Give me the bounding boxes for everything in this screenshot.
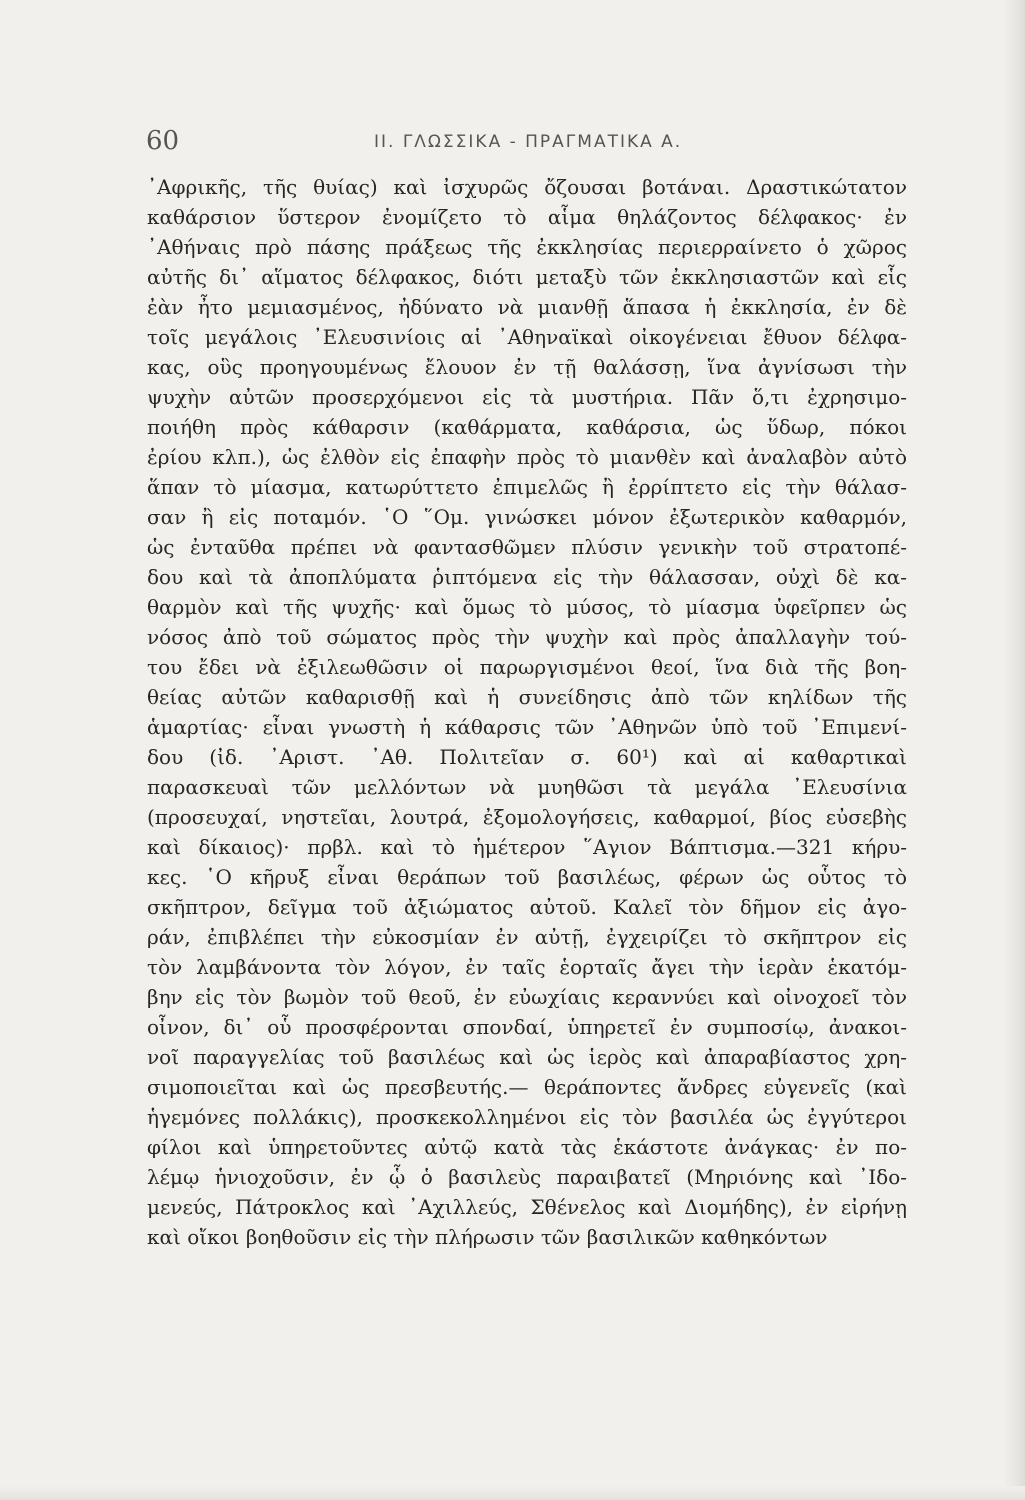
page-bottom-shadow xyxy=(0,1486,1025,1500)
text-line: φίλοι καὶ ὑπηρετοῦντες αὐτῷ κατὰ τὰς ἑκάστοτε ἀνάγκας· ἐν πο- xyxy=(147,1135,907,1159)
running-header xyxy=(146,126,906,156)
text-line: ἡγεμόνες πολλάκις), προσκεκολλημένοι εἰς τὸν βασιλέα ὡς ἐγγύτεροι xyxy=(147,1105,907,1129)
text-line: σκῆπτρον, δεῖγμα τοῦ ἀξιώματος αὐτοῦ. Καλεῖ τὸν δῆμον εἰς ἀγο- xyxy=(147,895,907,919)
text-line: μενεύς, Πάτροκλος καὶ ᾿Αχιλλεύς, Σθένελος καὶ Διομήδης), ἐν εἰρήνῃ xyxy=(147,1195,907,1219)
text-line: δου καὶ τὰ ἀποπλύματα ῥιπτόμενα εἰς τὴν θάλασσαν, οὐχὶ δὲ κα- xyxy=(147,565,907,589)
text-line: κες. ῾Ο κῆρυξ εἶναι θεράπων τοῦ βασιλέως, φέρων ὡς οὗτος τὸ xyxy=(147,865,907,889)
text-line: θαρμὸν καὶ τῆς ψυχῆς· καὶ ὅμως τὸ μύσος, τὸ μίασμα ὑφεῖρπεν ὡς xyxy=(147,595,907,619)
text-line: οἶνον, δι᾿ οὗ προσφέρονται σπονδαί, ὑπηρετεῖ ἐν συμποσίῳ, ἀνακοι- xyxy=(147,1015,907,1039)
text-line: καθάρσιον ὕστερον ἐνομίζετο τὸ αἷμα θηλάζοντος δέλφακος· ἐν xyxy=(147,205,907,229)
text-line: σαν ἢ εἰς ποταμόν. ῾Ο ῞Ομ. γινώσκει μόνον ἐξωτερικὸν καθαρμόν, xyxy=(147,505,907,529)
text-line: καὶ δίκαιος)· πρβλ. καὶ τὸ ἡμέτερον ῞Αγιον Βάπτισμα.—321 κήρυ- xyxy=(147,835,907,859)
text-line: νόσος ἀπὸ τοῦ σώματος πρὸς τὴν ψυχὴν καὶ πρὸς ἀπαλλαγὴν τού- xyxy=(147,625,907,649)
text-line: αὐτῆς δι᾿ αἵματος δέλφακος, διότι μεταξὺ τῶν ἐκκλησιαστῶν καὶ εἷς xyxy=(147,265,907,289)
running-title: II. ΓΛΩΣΣΙΚΑ - ΠΡΑΓΜΑΤΙΚΑ Α. xyxy=(374,132,683,152)
text-line: κας, οὓς προηγουμένως ἔλουον ἐν τῇ θαλάσσῃ, ἵνα ἀγνίσωσι τὴν xyxy=(147,355,907,379)
text-line: παρασκευαὶ τῶν μελλόντων νὰ μυηθῶσι τὰ μεγάλα ᾿Ελευσίνια xyxy=(147,775,907,799)
text-line: δου (ἰδ. ᾿Αριστ. ᾿Αθ. Πολιτεῖαν σ. 60¹) καὶ αἱ καθαρτικαὶ xyxy=(147,745,907,769)
text-line: τοῖς μεγάλοις ᾿Ελευσινίοις αἱ ᾿Αθηναϊκαὶ οἰκογένειαι ἔθυον δέλφα- xyxy=(147,325,907,349)
text-line: ὡς ἐνταῦθα πρέπει νὰ φαντασθῶμεν πλύσιν γενικὴν τοῦ στρατοπέ- xyxy=(147,535,907,559)
text-line: σιμοποιεῖται καὶ ὡς πρεσβευτής.— θεράποντες ἄνδρες εὐγενεῖς (καὶ xyxy=(147,1075,907,1099)
text-line: θείας αὐτῶν καθαρισθῇ καὶ ἡ συνείδησις ἀπὸ τῶν κηλίδων τῆς xyxy=(147,685,907,709)
text-line: του ἔδει νὰ ἐξιλεωθῶσιν οἱ παρωργισμένοι θεοί, ἵνα διὰ τῆς βοη- xyxy=(147,655,907,679)
text-line: ἅπαν τὸ μίασμα, κατωρύττετο ἐπιμελῶς ἢ ἐρρίπτετο εἰς τὴν θάλασ- xyxy=(147,475,907,499)
text-line: ἐρίου κλπ.), ὡς ἐλθὸν εἰς ἐπαφὴν πρὸς τὸ μιανθὲν καὶ ἀναλαβὸν αὐτὸ xyxy=(147,445,907,469)
text-line: λέμῳ ἡνιοχοῦσιν, ἐν ᾧ ὁ βασιλεὺς παραιβατεῖ (Μηριόνης καὶ ᾿Ιδο- xyxy=(147,1165,907,1189)
page-number: 60 xyxy=(146,126,180,156)
text-line: ᾿Αθήναις πρὸ πάσης πράξεως τῆς ἐκκλησίας περιερραίνετο ὁ χῶρος xyxy=(147,235,907,259)
text-line: καὶ οἴκοι βοηθοῦσιν εἰς τὴν πλήρωσιν τῶν βασιλικῶν καθηκόντων xyxy=(147,1225,828,1249)
text-line: ράν, ἐπιβλέπει τὴν εὐκοσμίαν ἐν αὐτῇ, ἐγχειρίζει τὸ σκῆπτρον εἰς xyxy=(147,925,907,949)
text-line: ᾿Αφρικῆς, τῆς θυίας) καὶ ἰσχυρῶς ὄζουσαι βοτάναι. Δραστικώτατον xyxy=(147,175,907,199)
text-line: νοῖ παραγγελίας τοῦ βασιλέως καὶ ὡς ἱερὸς καὶ ἀπαραβίαστος χρη- xyxy=(147,1045,907,1069)
text-line: τὸν λαμβάνοντα τὸν λόγον, ἐν ταῖς ἑορταῖς ἄγει τὴν ἱερὰν ἑκατόμ- xyxy=(147,955,907,979)
text-line: ψυχὴν αὐτῶν προσερχόμενοι εἰς τὰ μυστήρια. Πᾶν ὅ,τι ἐχρησιμο- xyxy=(147,385,907,409)
page-edge-shadow xyxy=(1003,0,1025,1500)
text-line: ἁμαρτίας· εἶναι γνωστὴ ἡ κάθαρσις τῶν ᾿Αθηνῶν ὑπὸ τοῦ ᾿Επιμενί- xyxy=(147,715,907,739)
body-text xyxy=(147,172,907,1252)
text-line: ἐὰν ἦτο μεμιασμένος, ἠδύνατο νὰ μιανθῇ ἅπασα ἡ ἐκκλησία, ἐν δὲ xyxy=(147,295,907,319)
text-line: ποιήθη πρὸς κάθαρσιν (καθάρματα, καθάρσια, ὡς ὕδωρ, πόκοι xyxy=(147,415,907,439)
text-line: (προσευχαί, νηστεῖαι, λουτρά, ἐξομολογήσεις, καθαρμοί, βίος εὐσεβὴς xyxy=(147,805,907,829)
text-line: βην εἰς τὸν βωμὸν τοῦ θεοῦ, ἐν εὐωχίαις κεραννύει καὶ οἰνοχοεῖ τὸν xyxy=(147,985,907,1009)
